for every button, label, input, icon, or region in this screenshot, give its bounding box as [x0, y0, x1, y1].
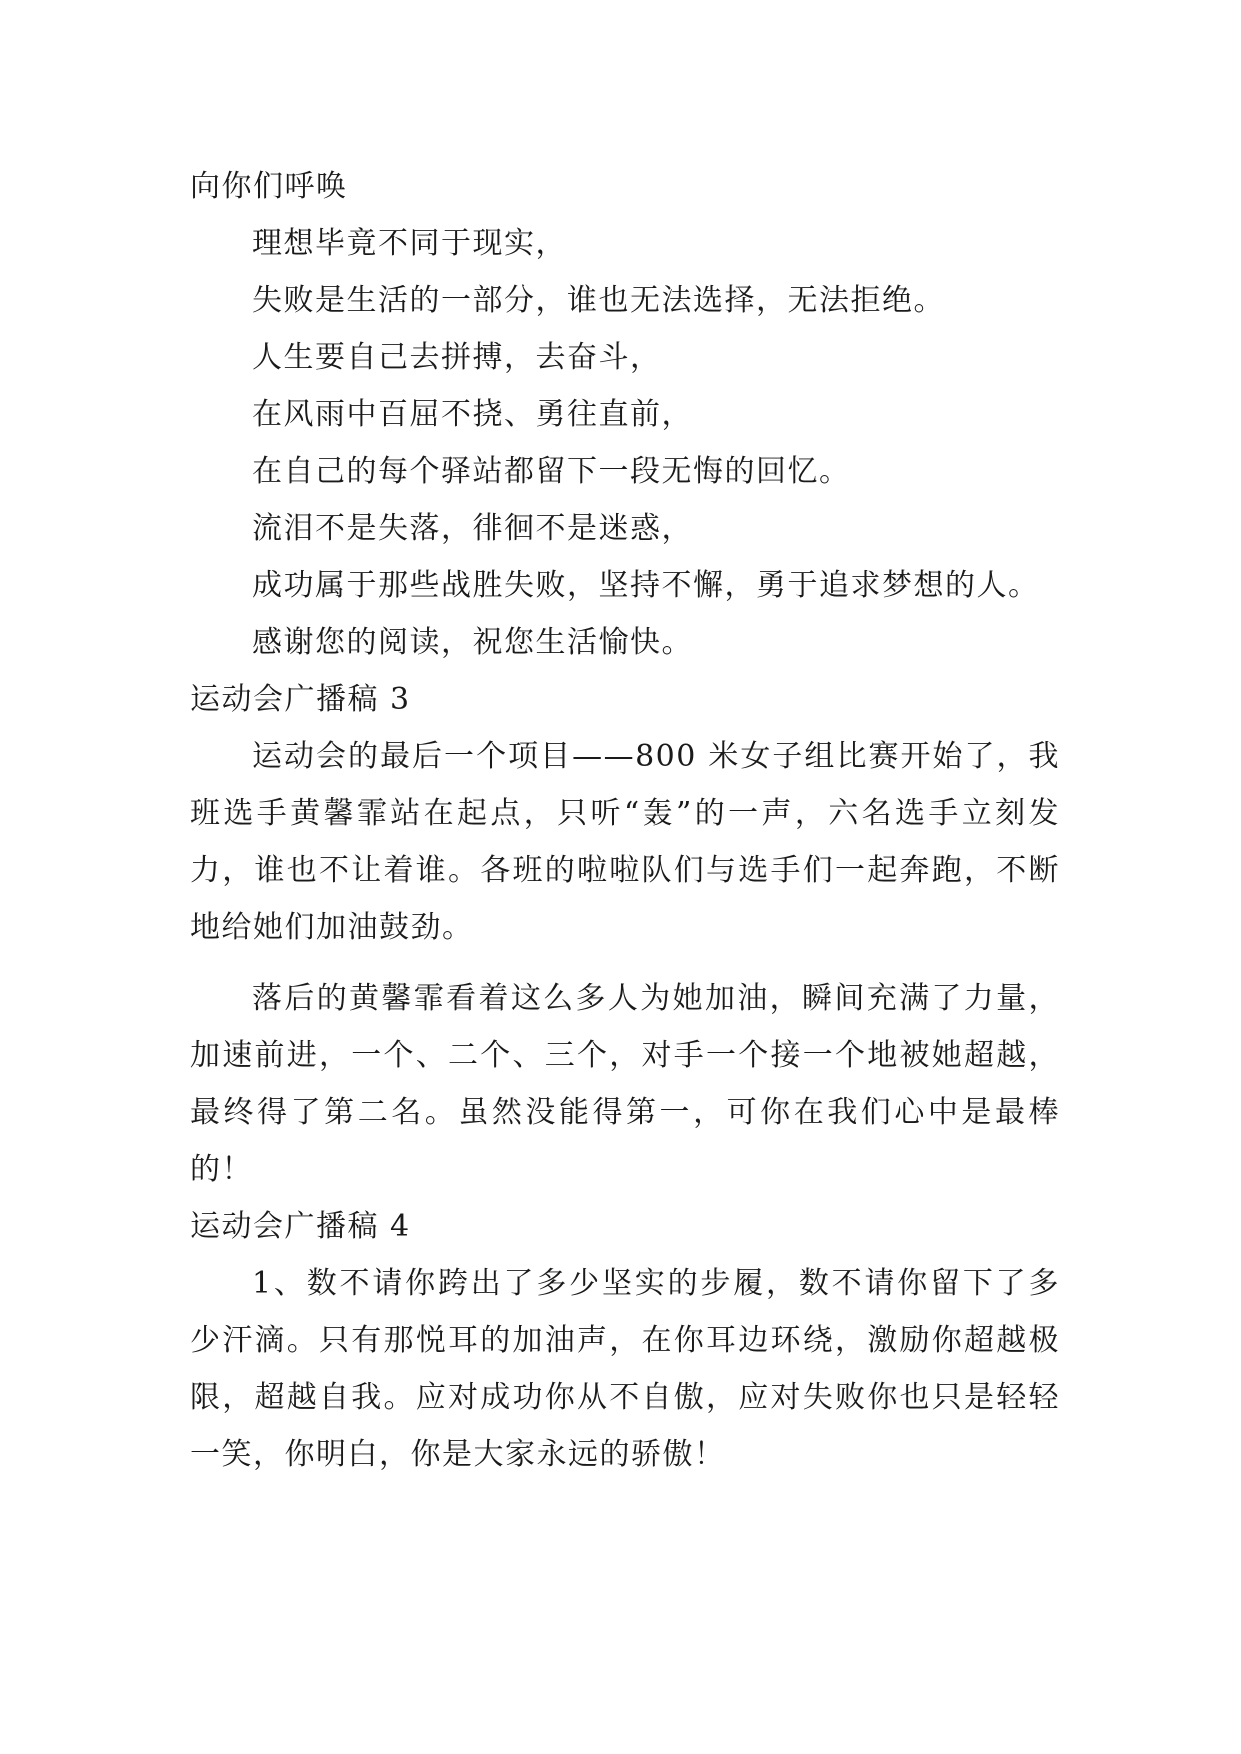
poem-line: 失败是生活的一部分，谁也无法选择，无法拒绝。: [252, 283, 945, 318]
section-heading-calling: 向你们呼唤: [190, 169, 348, 204]
document-body: [190, 158, 1060, 1483]
poem-line: 成功属于那些战胜失败，坚持不懈，勇于追求梦想的人。: [252, 568, 1040, 603]
paragraph: 运动会的最后一个项目——800 米女子组比赛开始了，我班选手黄馨霏站在起点，只听“轰”的一声，六名选手立刻发力，谁也不让着谁。各班的啦啦队们与选手们一起奔跑，不断地给她们加油鼓劲。: [190, 739, 1060, 945]
section-heading-broadcast-3: 运动会广播稿 3: [190, 682, 411, 717]
poem-line: 在自己的每个驿站都留下一段无悔的回忆。: [252, 454, 851, 489]
paragraph: 1、数不请你跨出了多少坚实的步履，数不请你留下了多少汗滴。只有那悦耳的加油声，在你耳边环绕，激励你超越极限，超越自我。应对成功你从不自傲，应对失败你也只是轻轻一笑，你明白，你是大家永远的骄傲！: [190, 1266, 1060, 1472]
section-heading-broadcast-4: 运动会广播稿 4: [190, 1209, 411, 1244]
poem-line: 理想毕竟不同于现实，: [252, 226, 567, 261]
poem-line: 人生要自己去拼搏，去奋斗，: [252, 340, 662, 375]
closing-line: 感谢您的阅读，祝您生活愉快。: [252, 625, 693, 660]
paragraph: 落后的黄馨霏看着这么多人为她加油，瞬间充满了力量，加速前进，一个、二个、三个，对手一个接一个地被她超越，最终得了第二名。虽然没能得第一，可你在我们心中是最棒的！: [190, 981, 1060, 1187]
poem-line: 流泪不是失落，徘徊不是迷惑，: [252, 511, 693, 546]
poem-line: 在风雨中百屈不挠、勇往直前，: [252, 397, 693, 432]
